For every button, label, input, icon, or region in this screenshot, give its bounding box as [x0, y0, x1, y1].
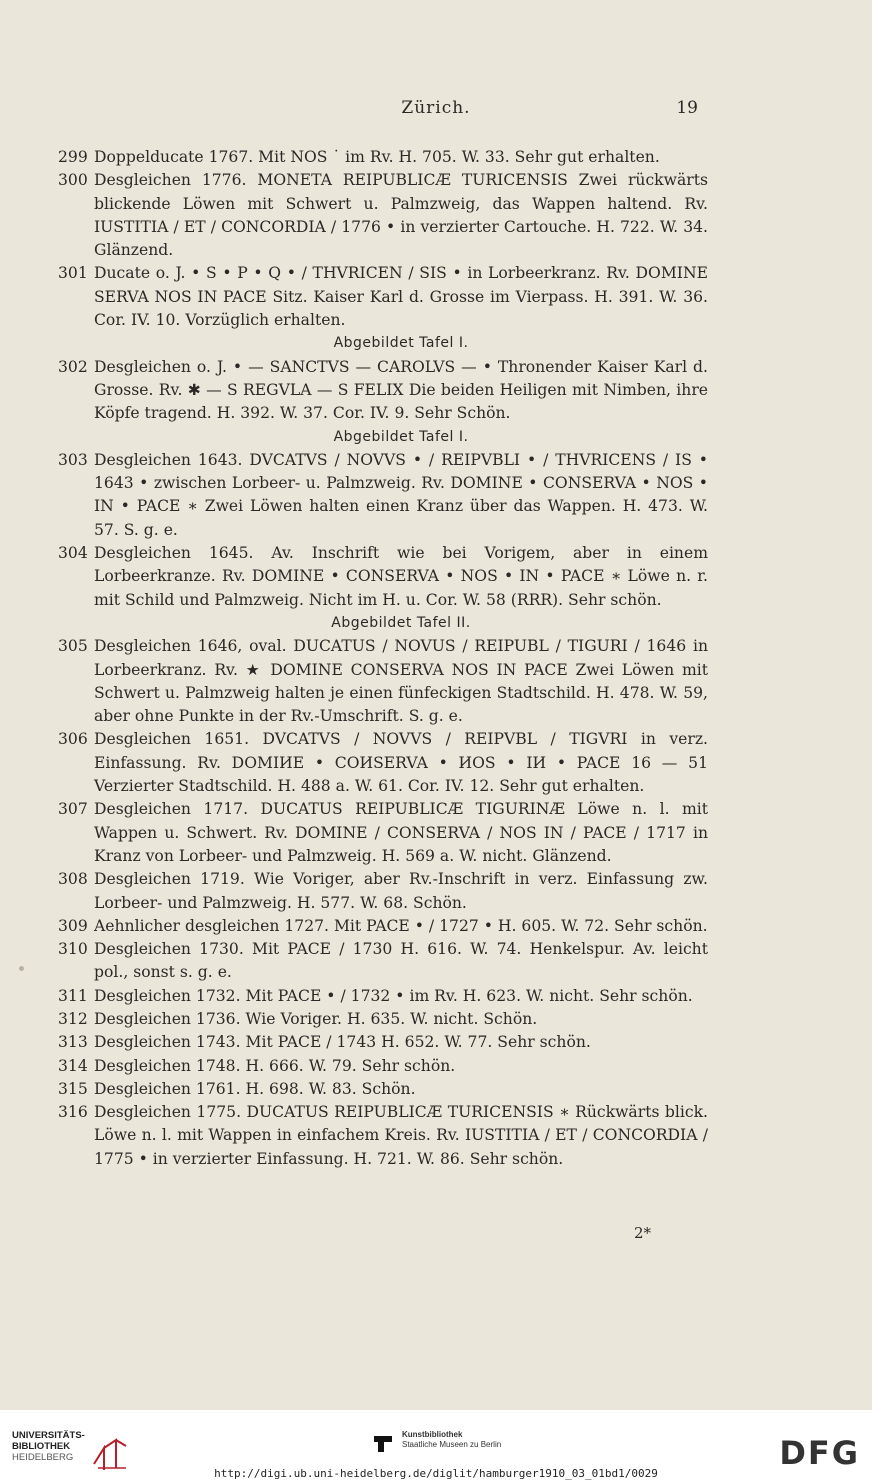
- entry-description: Ducate o. J. • S • P • Q • / THVRICEN / SIS • in Lorbeerkranz. Rv. DOMINE SERVA NOS IN PACE Sitz. Kaiser Karl d. Grosse im Vierpass. H. 391. W. 36. Cor. IV. 10. Vorzüglich erhalten.: [94, 264, 708, 330]
- catalog-entry: [58, 868, 708, 915]
- entry-number: 310: [58, 940, 88, 959]
- entry-number: 313: [58, 1033, 88, 1052]
- kb-name: Kunstbibliothek: [402, 1430, 463, 1439]
- page-header: [0, 98, 872, 126]
- kb-subtitle: Staatliche Museen zu Berlin: [402, 1440, 502, 1449]
- page-number: 19: [676, 98, 698, 118]
- entry-number: 311: [58, 986, 88, 1005]
- entry-number: 302: [58, 357, 88, 376]
- entry-number: 304: [58, 544, 88, 563]
- footer-bar: [0, 1410, 872, 1482]
- entry-description: Desgleichen 1775. DUCATUS REIPUBLICÆ TURICENSIS ∗ Rückwärts blick. Löwe n. l. mit Wappen in einfachem Kreis. Rv. IUSTITIA / ET / CONCORDIA / 1775 • in verzierter Einfassung. H. 721. W. 86. Sehr schön.: [94, 1103, 708, 1168]
- catalog-entry: [58, 915, 708, 938]
- running-head: Zürich.: [401, 98, 471, 118]
- catalog-entry: [58, 1055, 708, 1078]
- catalog-entry: [58, 146, 708, 169]
- catalog-entries: [58, 146, 708, 1171]
- plate-reference: Abgebildet Tafel II.: [331, 614, 471, 631]
- entry-number: 301: [58, 264, 88, 283]
- entry-number: 312: [58, 1009, 88, 1028]
- catalog-entry: [58, 449, 708, 542]
- catalog-entry: [58, 728, 708, 798]
- entry-description: Desgleichen 1719. Wie Voriger, aber Rv.-Inschrift in verz. Einfassung zw. Lorbeer- und Palmzweig. H. 577. W. 68. Schön.: [94, 870, 708, 912]
- entry-description: Desgleichen o. J. • — SANCTVS — CAROLVS — • Thronender Kaiser Karl d. Grosse. Rv. ✱ — S REGVLA — S FELIX Die beiden Heiligen mit Nimben, ihre Köpfe tragend. H. 392. W. 37. Cor. IV. 9. Sehr Schön.: [94, 357, 708, 423]
- plate-reference: Abgebildet Tafel I.: [333, 335, 469, 352]
- catalog-entry: [58, 1078, 708, 1101]
- entry-description: Desgleichen 1643. DVCATVS / NOVVS • / REIPVBLI • / THVRICENS / IS • 1643 • zwischen Lorbeer- u. Palmzweig. Rv. DOMINE • CONSERVA • NOS • IN • PACE ∗ Zwei Löwen halten einen Kranz über das Wappen. H. 473. W. 57. S. g. e.: [94, 450, 708, 539]
- entry-number: 309: [58, 916, 88, 935]
- dfg-logo[interactable]: DFG: [779, 1434, 860, 1472]
- entry-description: Desgleichen 1776. MONETA REIPUBLICÆ TURICENSIS Zwei rückwärts blickende Löwen mit Schwert u. Palmzweig, das Wappen haltend. Rv. IUSTITIA / ET / CONCORDIA / 1776 • in verzierter Cartouche. H. 722. W. 34. Glänzend.: [94, 171, 708, 260]
- entry-description: Doppelducate 1767. Mit NOS ˙ im Rv. H. 705. W. 33. Sehr gut erhalten.: [94, 148, 660, 166]
- catalog-entry: [58, 635, 708, 728]
- entry-description: Desgleichen 1748. H. 666. W. 79. Sehr schön.: [94, 1056, 456, 1075]
- entry-description: Desgleichen 1717. DUCATUS REIPUBLICÆ TIGURINÆ Löwe n. l. mit Wappen u. Schwert. Rv. DOMINE / CONSERVA / NOS IN / PACE / 1717 in Kranz von Lorbeer- und Palmzweig. H. 569 a. W. nicht. Glänzend.: [94, 800, 708, 865]
- catalog-entry: [58, 262, 708, 355]
- entry-number: 314: [58, 1056, 88, 1075]
- entry-number: 305: [58, 637, 88, 656]
- library-name-line1: UNIVERSITÄTS-: [12, 1430, 85, 1441]
- entry-number: 300: [58, 171, 88, 190]
- entry-description: Desgleichen 1651. DVCATVS / NOVVS / REIPVBL / TIGVRI in verz. Einfassung. Rv. DOMIИE • COИSERVA • ИOS • IИ • PACE 16 — 51 Verzierter Stadtschild. H. 488 a. W. 61. Cor. IV. 12. Sehr gut erhalten.: [94, 730, 708, 796]
- catalog-entry: [58, 169, 708, 262]
- catalog-entry: [58, 1031, 708, 1054]
- entry-description: Desgleichen 1646, oval. DUCATUS / NOVUS / REIPUBL / TIGURI / 1646 in Lorbeerkranz. Rv. ★ DOMINE CONSERVA NOS IN PACE Zwei Löwen mit Schwert u. Palmzweig halten je einen fünfeckigen Stadtschild. H. 478. W. 59, aber ohne Punkte in der Rv.-Umschrift. S. g. e.: [94, 637, 708, 726]
- catalog-entry: [58, 542, 708, 635]
- entry-description: Desgleichen 1736. Wie Voriger. H. 635. W. nicht. Schön.: [94, 1009, 538, 1028]
- entry-description: Desgleichen 1743. Mit PACE / 1743 H. 652. W. 77. Sehr schön.: [94, 1033, 591, 1052]
- kunstbibliothek-logo[interactable]: [372, 1430, 532, 1460]
- entry-description: Desgleichen 1730. Mit PACE / 1730 H. 616. W. 74. Henkelspur. Av. leicht pol., sonst s. g. e.: [94, 940, 708, 982]
- catalog-entry: [58, 985, 708, 1008]
- signature-mark: 2*: [634, 1224, 652, 1242]
- catalog-entry: [58, 1008, 708, 1031]
- entry-number: 307: [58, 800, 88, 819]
- plate-reference: Abgebildet Tafel I.: [333, 428, 469, 445]
- entry-number: 315: [58, 1079, 88, 1098]
- entry-number: 299: [58, 148, 88, 166]
- entry-description: Aehnlicher desgleichen 1727. Mit PACE • / 1727 • H. 605. W. 72. Sehr schön.: [94, 916, 708, 935]
- entry-number: 316: [58, 1103, 88, 1122]
- kunstbibliothek-icon: [372, 1432, 394, 1454]
- library-name-line2: BIBLIOTHEK: [12, 1441, 71, 1452]
- entry-description: Desgleichen 1645. Av. Inschrift wie bei Vorigem, aber in einem Lorbeerkranze. Rv. DOMINE • CONSERVA • NOS • IN • PACE ∗ Löwe n. r. mit Schild und Palmzweig. Nicht im H. u. Cor. W. 58 (RRR). Sehr schön.: [94, 544, 708, 609]
- catalog-entry: [58, 938, 708, 985]
- entry-number: 306: [58, 730, 88, 749]
- catalog-entry: [58, 798, 708, 868]
- entry-number: 308: [58, 870, 88, 889]
- scan-speck: [19, 966, 24, 971]
- permalink-url[interactable]: http://digi.ub.uni-heidelberg.de/diglit/hamburger1910_03_01bd1/0029: [214, 1467, 658, 1480]
- entry-description: Desgleichen 1732. Mit PACE • / 1732 • im Rv. H. 623. W. nicht. Sehr schön.: [94, 986, 693, 1005]
- entry-number: 303: [58, 450, 88, 469]
- library-name-line3: HEIDELBERG: [12, 1452, 74, 1463]
- entry-description: Desgleichen 1761. H. 698. W. 83. Schön.: [94, 1079, 416, 1098]
- catalog-entry: [58, 356, 708, 449]
- catalog-entry: [58, 1101, 708, 1171]
